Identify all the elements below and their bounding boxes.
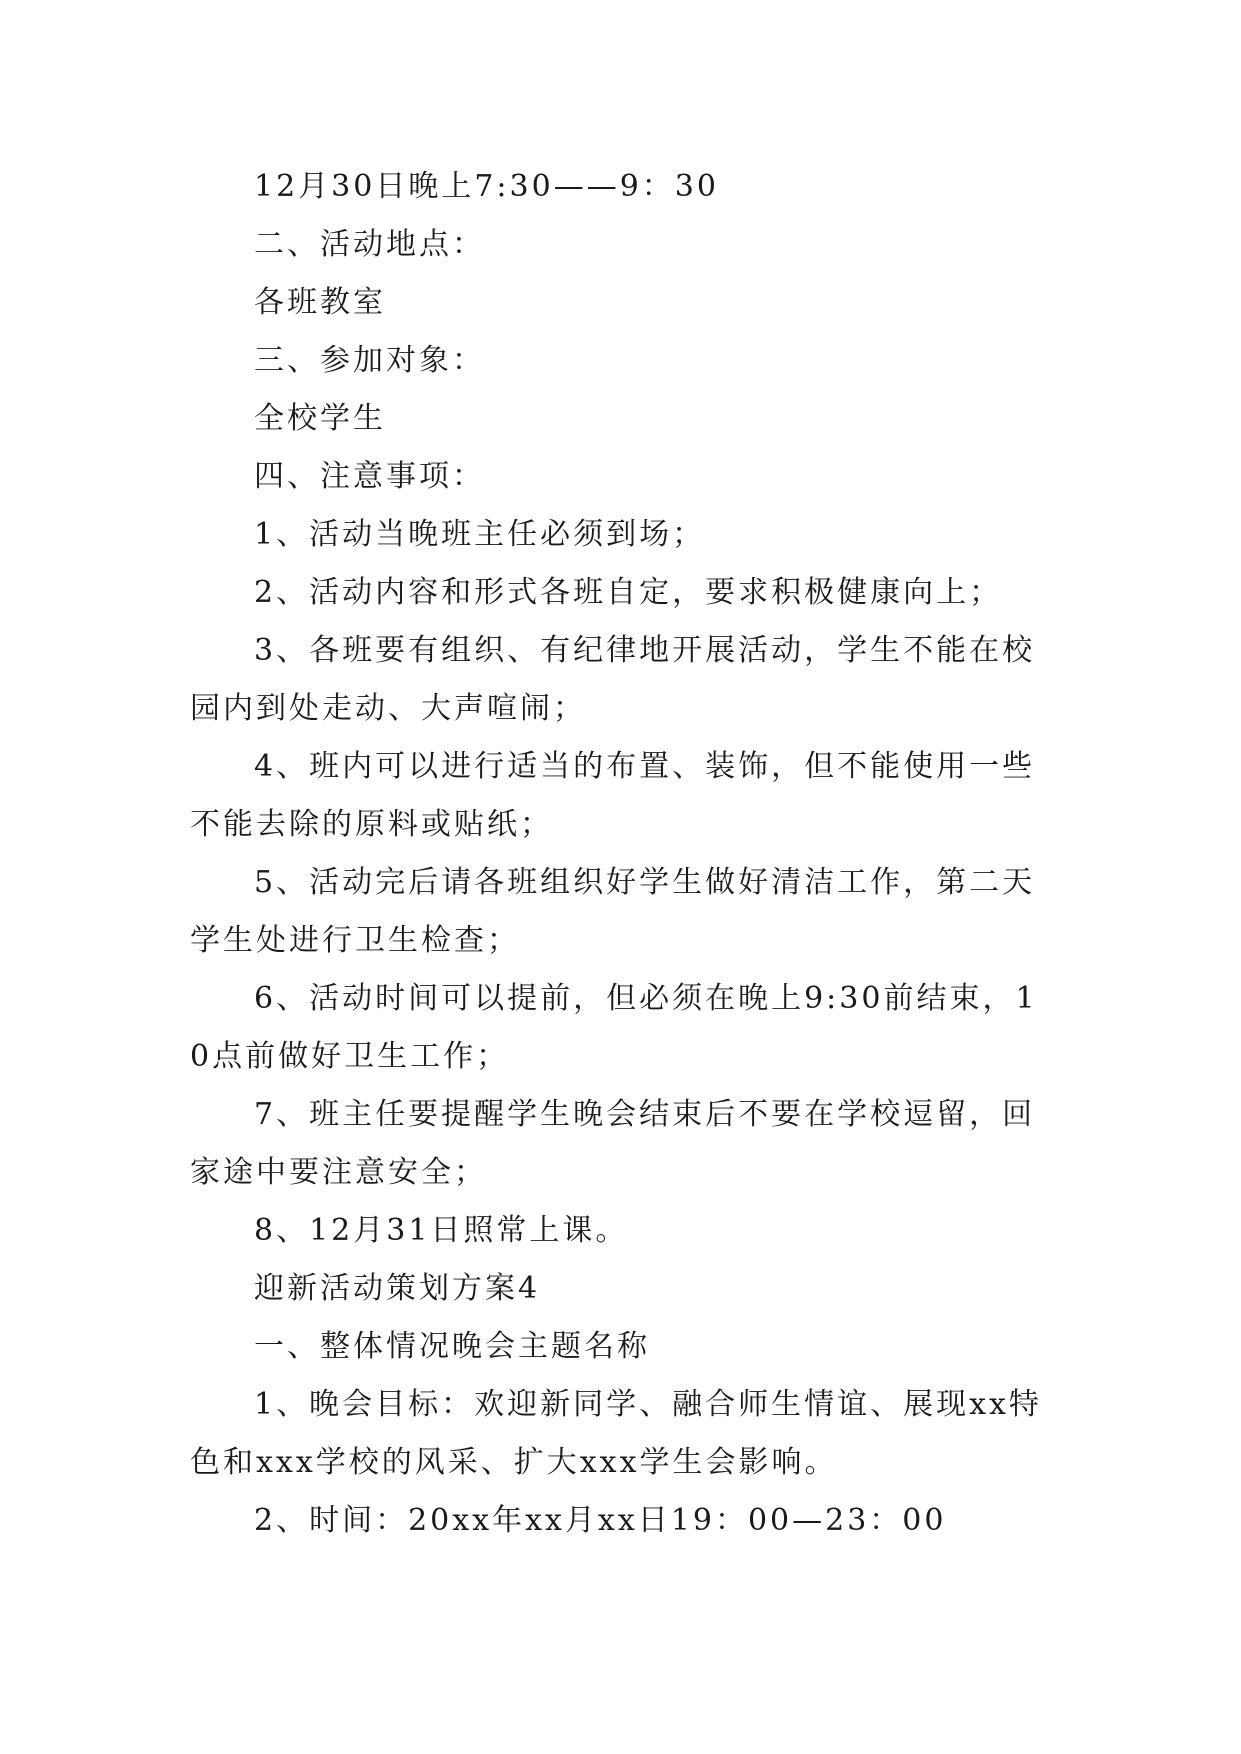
heading-participants: 三、参加对象： xyxy=(254,343,485,378)
heading-location: 二、活动地点： xyxy=(254,227,485,262)
overall-item-1: 1、晚会目标：欢迎新同学、融合师生情谊、展现xx特色和xxx学校的风采、扩大xxx学生会影响。 xyxy=(190,1387,1042,1480)
note-item-5: 5、活动完后请各班组织好学生做好清洁工作，第二天学生处进行卫生检查； xyxy=(190,865,1036,958)
note-item-8: 8、12月31日照常上课。 xyxy=(254,1213,629,1248)
note-item-3: 3、各班要有组织、有纪律地开展活动，学生不能在校园内到处走动、大声喧闹； xyxy=(190,633,1036,726)
paragraph-location: 各班教室 xyxy=(254,285,386,320)
paragraph-participants: 全校学生 xyxy=(254,401,386,436)
overall-item-2: 2、时间：20xx年xx月xx日19：00—23：00 xyxy=(254,1503,947,1538)
note-item-1: 1、活动当晚班主任必须到场； xyxy=(254,517,706,552)
note-item-6: 6、活动时间可以提前，但必须在晚上9:30前结束，10点前做好卫生工作； xyxy=(190,981,1038,1074)
note-item-2: 2、活动内容和形式各班自定，要求积极健康向上； xyxy=(254,575,1003,610)
note-item-4: 4、班内可以进行适当的布置、装饰，但不能使用一些不能去除的原料或贴纸； xyxy=(190,749,1036,842)
document-body xyxy=(190,158,1048,1550)
heading-overall: 一、整体情况晚会主题名称 xyxy=(254,1329,650,1364)
paragraph-time: 12月30日晚上7:30——9：30 xyxy=(254,169,719,204)
note-item-7: 7、班主任要提醒学生晚会结束后不要在学校逗留，回家途中要注意安全； xyxy=(190,1097,1036,1190)
section-title-plan-4: 迎新活动策划方案4 xyxy=(254,1271,541,1306)
heading-notes: 四、注意事项： xyxy=(254,459,485,494)
